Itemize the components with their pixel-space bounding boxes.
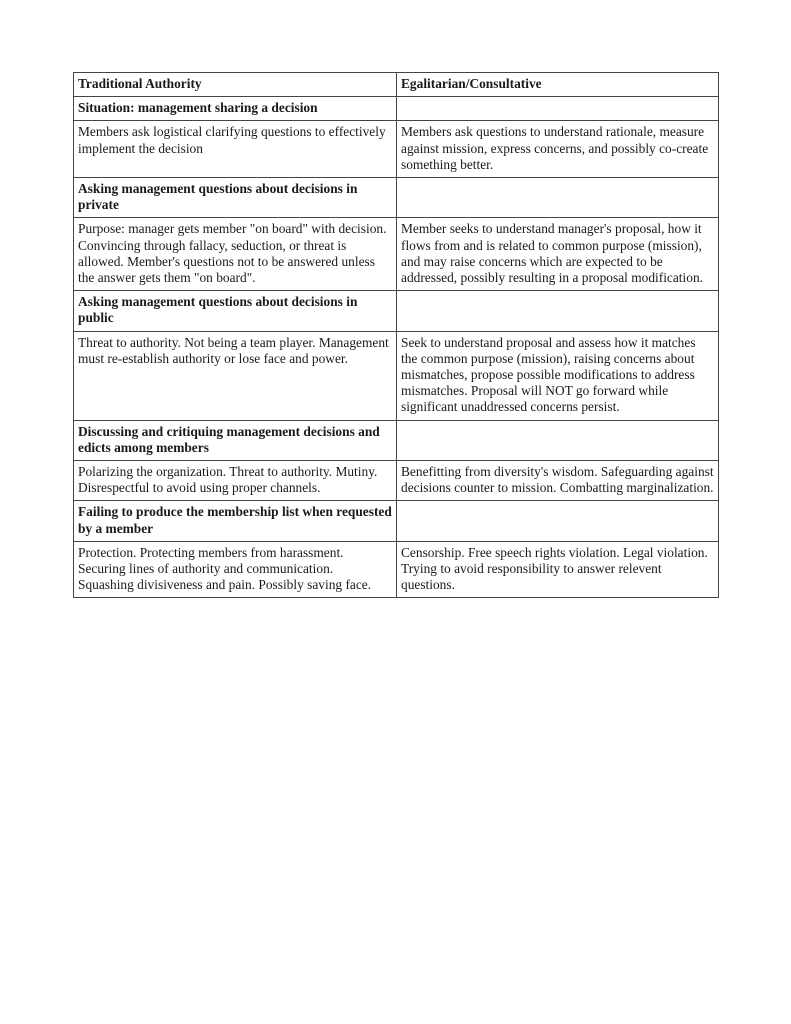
table-row	[74, 461, 719, 501]
situation-label: Asking management questions about decisions in private	[74, 178, 397, 218]
table-row	[74, 218, 719, 291]
traditional-cell: Polarizing the organization. Threat to authority. Mutiny. Disrespectful to avoid using proper channels.	[74, 461, 397, 501]
situation-label: Situation: management sharing a decision	[74, 97, 397, 121]
traditional-cell: Protection. Protecting members from harassment. Securing lines of authority and communication. Squashing divisiveness and pain. Possibly saving face.	[74, 541, 397, 598]
header-egalitarian-consultative: Egalitarian/Consultative	[397, 73, 719, 97]
traditional-cell: Members ask logistical clarifying questions to effectively implement the decision	[74, 121, 397, 178]
traditional-cell: Threat to authority. Not being a team player. Management must re-establish authority or lose face and power.	[74, 331, 397, 420]
egalitarian-cell: Benefitting from diversity's wisdom. Safeguarding against decisions counter to mission. Combatting marginalization.	[397, 461, 719, 501]
situation-row	[74, 291, 719, 331]
table-row	[74, 541, 719, 598]
comparison-table	[73, 72, 719, 598]
egalitarian-cell: Censorship. Free speech rights violation. Legal violation. Trying to avoid responsibility to answer relevent questions.	[397, 541, 719, 598]
traditional-cell: Purpose: manager gets member "on board" with decision. Convincing through fallacy, seduction, or threat is allowed. Member's questions not to be answered unless the answer gets them "on board".	[74, 218, 397, 291]
situation-row	[74, 501, 719, 541]
table-row	[74, 331, 719, 420]
empty-cell	[397, 501, 719, 541]
egalitarian-cell: Member seeks to understand manager's proposal, how it flows from and is related to common purpose (mission), and may raise concerns which are expected to be addressed, possibly resulting in a proposal modification.	[397, 218, 719, 291]
situation-label: Asking management questions about decisions in public	[74, 291, 397, 331]
situation-row	[74, 178, 719, 218]
egalitarian-cell: Seek to understand proposal and assess how it matches the common purpose (mission), raising concerns about mismatches, propose possible modifications to address mismatches. Proposal will NOT go forward while significant unaddressed concerns persist.	[397, 331, 719, 420]
situation-row	[74, 97, 719, 121]
empty-cell	[397, 291, 719, 331]
empty-cell	[397, 420, 719, 460]
situation-row	[74, 420, 719, 460]
empty-cell	[397, 178, 719, 218]
table-row	[74, 121, 719, 178]
situation-label: Discussing and critiquing management decisions and edicts among members	[74, 420, 397, 460]
header-row	[74, 73, 719, 97]
header-traditional-authority: Traditional Authority	[74, 73, 397, 97]
situation-label: Failing to produce the membership list when requested by a member	[74, 501, 397, 541]
empty-cell	[397, 97, 719, 121]
egalitarian-cell: Members ask questions to understand rationale, measure against mission, express concerns, and possibly co-create something better.	[397, 121, 719, 178]
